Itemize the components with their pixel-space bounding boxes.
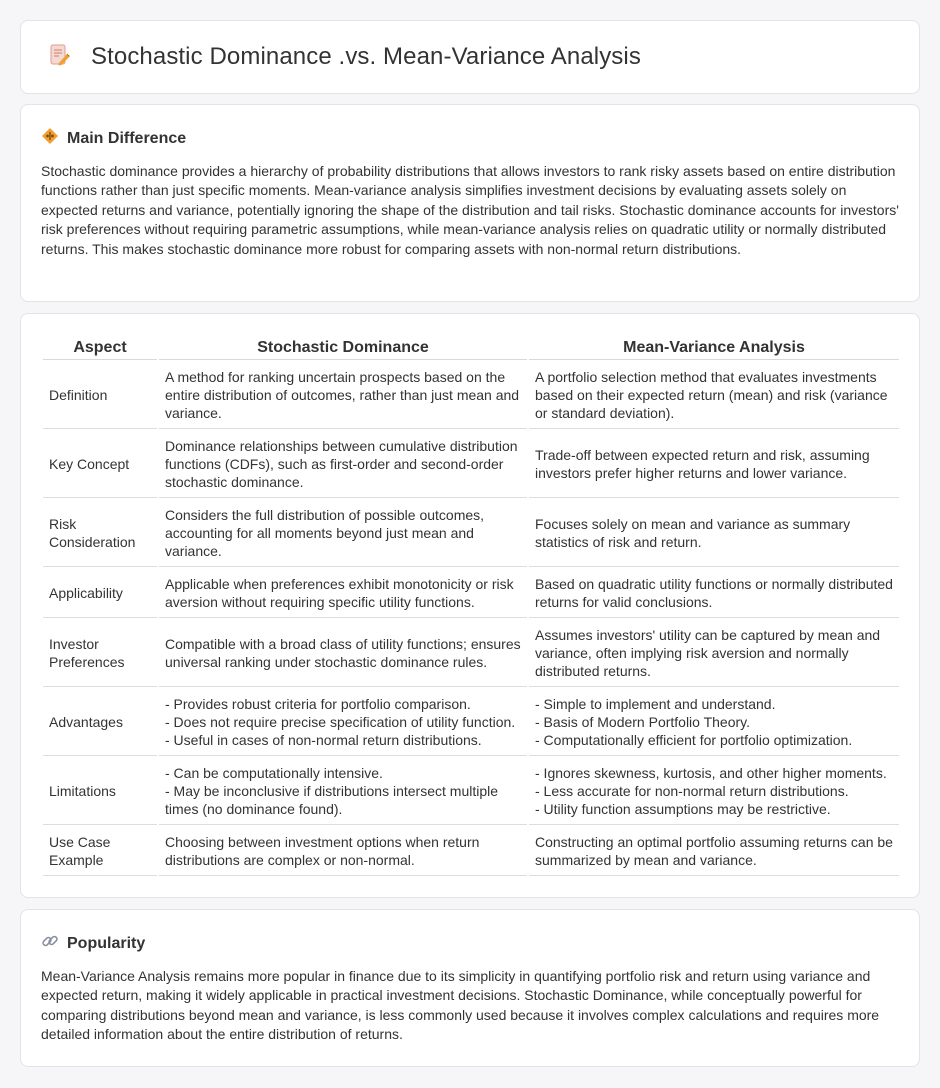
cell-line: - Ignores skewness, kurtosis, and other higher moments. <box>535 765 887 781</box>
header-aspect: Aspect <box>43 334 157 360</box>
cell-line: Choosing between investment options when return distributions are complex or non-normal. <box>165 834 480 868</box>
table-row <box>43 758 899 825</box>
table-row <box>43 431 899 498</box>
cell-mean-variance <box>529 569 899 618</box>
page-title: Stochastic Dominance .vs. Mean-Variance Analysis <box>91 43 641 70</box>
title-card <box>20 20 920 94</box>
cell-mean-variance <box>529 689 899 756</box>
cell-line: - Can be computationally intensive. <box>165 765 383 781</box>
cell-line: - Useful in cases of non-normal return distributions. <box>165 732 482 748</box>
cell-aspect: Key Concept <box>43 431 157 498</box>
cell-line: - Computationally efficient for portfolio optimization. <box>535 732 853 748</box>
cell-line: - Utility function assumptions may be restrictive. <box>535 801 831 817</box>
cell-mean-variance <box>529 362 899 429</box>
cell-aspect: Investor Preferences <box>43 620 157 687</box>
cell-aspect: Applicability <box>43 569 157 618</box>
table-row <box>43 620 899 687</box>
cell-mean-variance <box>529 827 899 876</box>
cell-line: Dominance relationships between cumulative distribution functions (CDFs), such as first-order and second-order stochastic dominance. <box>165 438 518 490</box>
popularity-heading: Popularity <box>67 934 146 952</box>
cell-line: - Does not require precise specification of utility function. <box>165 714 516 730</box>
popularity-section <box>20 909 920 1067</box>
cell-line: - Simple to implement and understand. <box>535 696 776 712</box>
cell-aspect: Risk Consideration <box>43 500 157 567</box>
cell-line: Assumes investors' utility can be captured by mean and variance, often implying risk aversion and normally distributed returns. <box>535 627 881 679</box>
cell-line: Compatible with a broad class of utility functions; ensures universal ranking under stochastic dominance rules. <box>165 636 521 670</box>
cell-stochastic-dominance <box>159 758 527 825</box>
cell-line: A method for ranking uncertain prospects based on the entire distribution of outcomes, rather than just mean and variance. <box>165 369 520 421</box>
cell-line: Constructing an optimal portfolio assuming returns can be summarized by mean and variance. <box>535 834 893 868</box>
table-row <box>43 689 899 756</box>
cell-mean-variance <box>529 500 899 567</box>
main-difference-section <box>20 104 920 302</box>
link-icon <box>41 932 59 955</box>
table-row <box>43 500 899 567</box>
document-pencil-icon <box>47 43 71 72</box>
cell-line: Focuses solely on mean and variance as summary statistics of risk and return. <box>535 516 851 550</box>
cell-line: A portfolio selection method that evaluates investments based on their expected return (mean) and risk (variance or standard deviation). <box>535 369 888 421</box>
main-difference-text: Stochastic dominance provides a hierarchy of probability distributions that allows investors to rank risky assets based on entire distribution functions rather than just specific moments. Mean-variance analysis simplifies investment decisions by evaluating assets solely on expected returns and variance, potentially ignoring the shape of the distribution and tail risks. Stochastic dominance accounts for investors' risk preferences without requiring parametric assumptions, while mean-variance analysis relies on quadratic utility or normally distributed returns. This makes stochastic dominance more robust for comparing assets with non-normal return distributions. <box>41 163 899 257</box>
cell-line: - May be inconclusive if distributions intersect multiple times (no dominance found). <box>165 783 499 817</box>
cell-aspect: Limitations <box>43 758 157 825</box>
cell-mean-variance <box>529 758 899 825</box>
cell-stochastic-dominance <box>159 431 527 498</box>
header-mean-variance: Mean-Variance Analysis <box>529 334 899 360</box>
cell-line: Trade-off between expected return and risk, assuming investors prefer higher returns and lower variance. <box>535 447 870 481</box>
table-row <box>43 362 899 429</box>
comparison-table <box>41 332 901 878</box>
cell-aspect: Advantages <box>43 689 157 756</box>
cell-stochastic-dominance <box>159 569 527 618</box>
cell-mean-variance <box>529 620 899 687</box>
comparison-table-section <box>20 313 920 898</box>
cell-line: - Basis of Modern Portfolio Theory. <box>535 714 751 730</box>
cell-stochastic-dominance <box>159 620 527 687</box>
cell-stochastic-dominance <box>159 827 527 876</box>
diamond-warning-icon <box>41 127 59 150</box>
cell-stochastic-dominance <box>159 500 527 567</box>
table-row <box>43 569 899 618</box>
cell-stochastic-dominance <box>159 362 527 429</box>
cell-aspect: Definition <box>43 362 157 429</box>
cell-line: - Provides robust criteria for portfolio comparison. <box>165 696 471 712</box>
table-header-row <box>43 334 899 360</box>
main-difference-heading: Main Difference <box>67 129 187 147</box>
cell-stochastic-dominance <box>159 689 527 756</box>
cell-line: Applicable when preferences exhibit monotonicity or risk aversion without requiring specific utility functions. <box>165 576 514 610</box>
cell-line: - Less accurate for non-normal return distributions. <box>535 783 849 799</box>
popularity-text: Mean-Variance Analysis remains more popular in finance due to its simplicity in quantifying portfolio risk and return using variance and expected return, making it widely applicable in practical investment decisions. Stochastic Dominance, while conceptually powerful for comparing distributions beyond mean and variance, is less commonly used because it involves complex calculations and requires more detailed information about the entire distribution of returns. <box>41 968 880 1043</box>
cell-line: Considers the full distribution of possible outcomes, accounting for all moments beyond just mean and variance. <box>165 507 485 559</box>
cell-aspect: Use Case Example <box>43 827 157 876</box>
cell-mean-variance <box>529 431 899 498</box>
cell-line: Based on quadratic utility functions or normally distributed returns for valid conclusions. <box>535 576 893 610</box>
header-stochastic-dominance: Stochastic Dominance <box>159 334 527 360</box>
table-row <box>43 827 899 876</box>
